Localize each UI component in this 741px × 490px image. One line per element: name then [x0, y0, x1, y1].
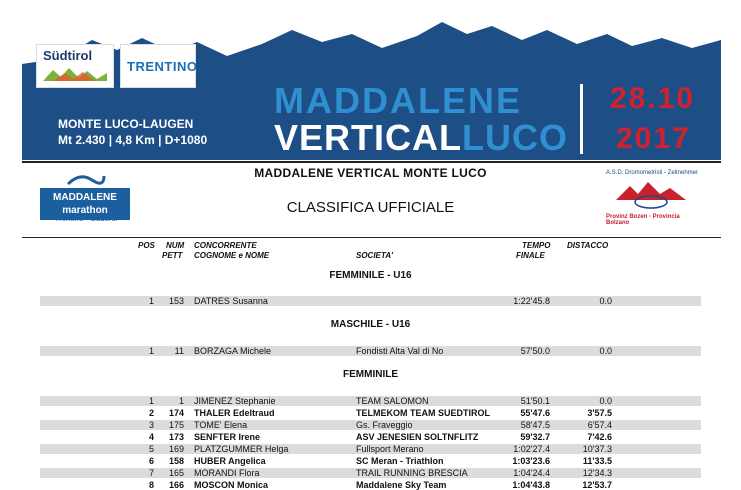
banner-title-luco: LUCO [462, 117, 568, 158]
cell-time: 1:04'43.8 [512, 480, 550, 490]
cell-gap: 0.0 [599, 346, 612, 356]
cell-societa: Fondisti Alta Val di No [356, 346, 444, 356]
cell-time: 1:22'45.8 [513, 296, 550, 306]
col-header-finale: FINALE [516, 251, 545, 260]
banner-date-year: 2017 [616, 122, 691, 155]
cell-pos: 5 [148, 444, 154, 454]
table-row [40, 444, 701, 454]
banner-title-line1: MADDALENE [274, 80, 522, 121]
table-row [40, 432, 701, 442]
cell-pett: 153 [168, 296, 184, 306]
cell-time: 55'47.6 [520, 408, 550, 418]
table-row [40, 408, 701, 418]
section-title: FEMMINILE [343, 369, 398, 380]
cell-pett: 158 [168, 456, 184, 466]
cell-societa: Gs. Fraveggio [356, 420, 413, 430]
cell-name: TOME' Elena [194, 420, 248, 430]
venue-name: MONTE LUCO-LAUGEN [58, 117, 194, 131]
mm-logo-line2: marathon [62, 205, 108, 216]
cell-gap: 11'33.5 [582, 456, 612, 466]
cell-societa: SC Meran - Triathlon [356, 456, 444, 466]
cell-pos: 3 [148, 420, 154, 430]
mm-logo-tagline: Trentino - Südtirol [54, 214, 118, 223]
cell-gap: 6'57.4 [587, 420, 612, 430]
cell-societa: TEAM SALOMON [356, 396, 429, 406]
cell-time: 51'50.1 [520, 396, 550, 406]
cell-gap: 12'34.3 [582, 468, 612, 478]
results-subtitle: CLASSIFICA UFFICIALE [286, 199, 455, 216]
col-header-cognome-nome: COGNOME e NOME [194, 251, 270, 260]
cell-gap: 12'53.7 [582, 480, 612, 490]
col-header-tempo: TEMPO [522, 241, 551, 250]
col-header-distacco: DISTACCO [567, 241, 609, 250]
cell-pett: 165 [168, 468, 184, 478]
cell-societa: Fullsport Merano [356, 444, 424, 454]
col-header-societa: SOCIETA' [356, 251, 393, 260]
cell-pos: 4 [148, 432, 154, 442]
cell-gap: 3'57.5 [587, 408, 612, 418]
cell-name: HUBER Angelica [194, 456, 266, 466]
table-row [40, 456, 701, 466]
table-row [40, 420, 701, 430]
cell-name: MORANDI Flora [194, 468, 260, 478]
banner-date-day: 28.10 [610, 82, 696, 115]
cell-gap: 7'42.6 [587, 432, 612, 442]
cell-gap: 10'37.3 [582, 444, 612, 454]
cell-gap: 0.0 [599, 296, 612, 306]
cell-name: SENFTER Irene [194, 432, 261, 442]
col-header-num: NUM [166, 241, 185, 250]
cell-name: MOSCON Monica [194, 480, 269, 490]
table-row [40, 396, 701, 406]
banner-title-line2 [274, 117, 568, 159]
cell-pos: 1 [148, 396, 154, 406]
asd-logo-bottom-text: Provinz Bozen - Provincia Bolzano [606, 214, 680, 226]
asd-logo-top-text: A.S.D. Dromometristi - Zeitnehmer [606, 170, 699, 176]
cell-pos: 1 [148, 346, 154, 356]
cell-pett: 174 [168, 408, 184, 418]
sudtirol-mountains-icon [43, 67, 107, 81]
cell-societa: TRAIL RUNNING BRESCIA [356, 468, 468, 478]
venue-stats: Mt 2.430 | 4,8 Km | D+1080 [58, 133, 208, 147]
table-row [40, 480, 701, 490]
cell-pett: 175 [168, 420, 184, 430]
cell-time: 57'50.0 [520, 346, 550, 356]
cell-societa: ASV JENESIEN SOLTNFLITZ [356, 432, 479, 442]
cell-time: 1:04'24.4 [513, 468, 550, 478]
trentino-logo [120, 44, 196, 88]
cell-name: THALER Edeltraud [194, 408, 275, 418]
cell-pett: 169 [168, 444, 184, 454]
cell-societa: TELMEKOM TEAM SUEDTIROL [356, 408, 490, 418]
sudtirol-logo-text: Südtirol [43, 48, 93, 63]
cell-time: 1:02'27.4 [513, 444, 550, 454]
venue-info [58, 116, 207, 148]
header-top-rule [22, 161, 721, 163]
cell-pos: 2 [148, 408, 154, 418]
banner-divider [580, 84, 583, 154]
asd-emblem-icon [616, 180, 686, 210]
col-header-pett: PETT [162, 251, 183, 260]
cell-time: 58'47.5 [520, 420, 550, 430]
cell-pett: 173 [168, 432, 184, 442]
cell-societa: Maddalene Sky Team [356, 480, 447, 490]
cell-name: PLATZGUMMER Helga [194, 444, 289, 454]
cell-pett: 1 [178, 396, 184, 406]
trentino-logo-text: TRENTINO [127, 59, 198, 74]
cell-pett: 11 [174, 346, 184, 356]
cell-time: 1:03'23.6 [512, 456, 550, 466]
header-bottom-rule [22, 237, 721, 238]
cell-gap: 0.0 [599, 396, 612, 406]
table-row [40, 296, 701, 306]
table-row [40, 346, 701, 356]
section-title: MASCHILE - U16 [330, 319, 411, 330]
section-title: FEMMINILE - U16 [329, 270, 412, 281]
cell-pett: 166 [168, 480, 184, 490]
mm-logo-line1: MADDALENE [53, 192, 117, 203]
cell-pos: 7 [148, 468, 154, 478]
banner-title-vertical: VERTICAL [274, 117, 462, 158]
event-title: MADDALENE VERTICAL MONTE LUCO [254, 166, 487, 180]
col-header-concorrente: CONCORRENTE [194, 241, 257, 250]
cell-name: BORZAGA Michele [194, 346, 272, 356]
cell-name: JIMENEZ Stephanie [194, 396, 276, 406]
cell-pos: 1 [148, 296, 154, 306]
asd-dromometristi-logo [602, 170, 702, 226]
cell-time: 59'32.7 [520, 432, 550, 442]
cell-pos: 6 [148, 456, 154, 466]
cell-pos: 8 [148, 480, 154, 490]
table-row [40, 468, 701, 478]
event-banner [22, 0, 721, 160]
col-header-pos: POS [138, 241, 155, 250]
sudtirol-logo [36, 44, 114, 88]
cell-name: DATRES Susanna [194, 296, 268, 306]
